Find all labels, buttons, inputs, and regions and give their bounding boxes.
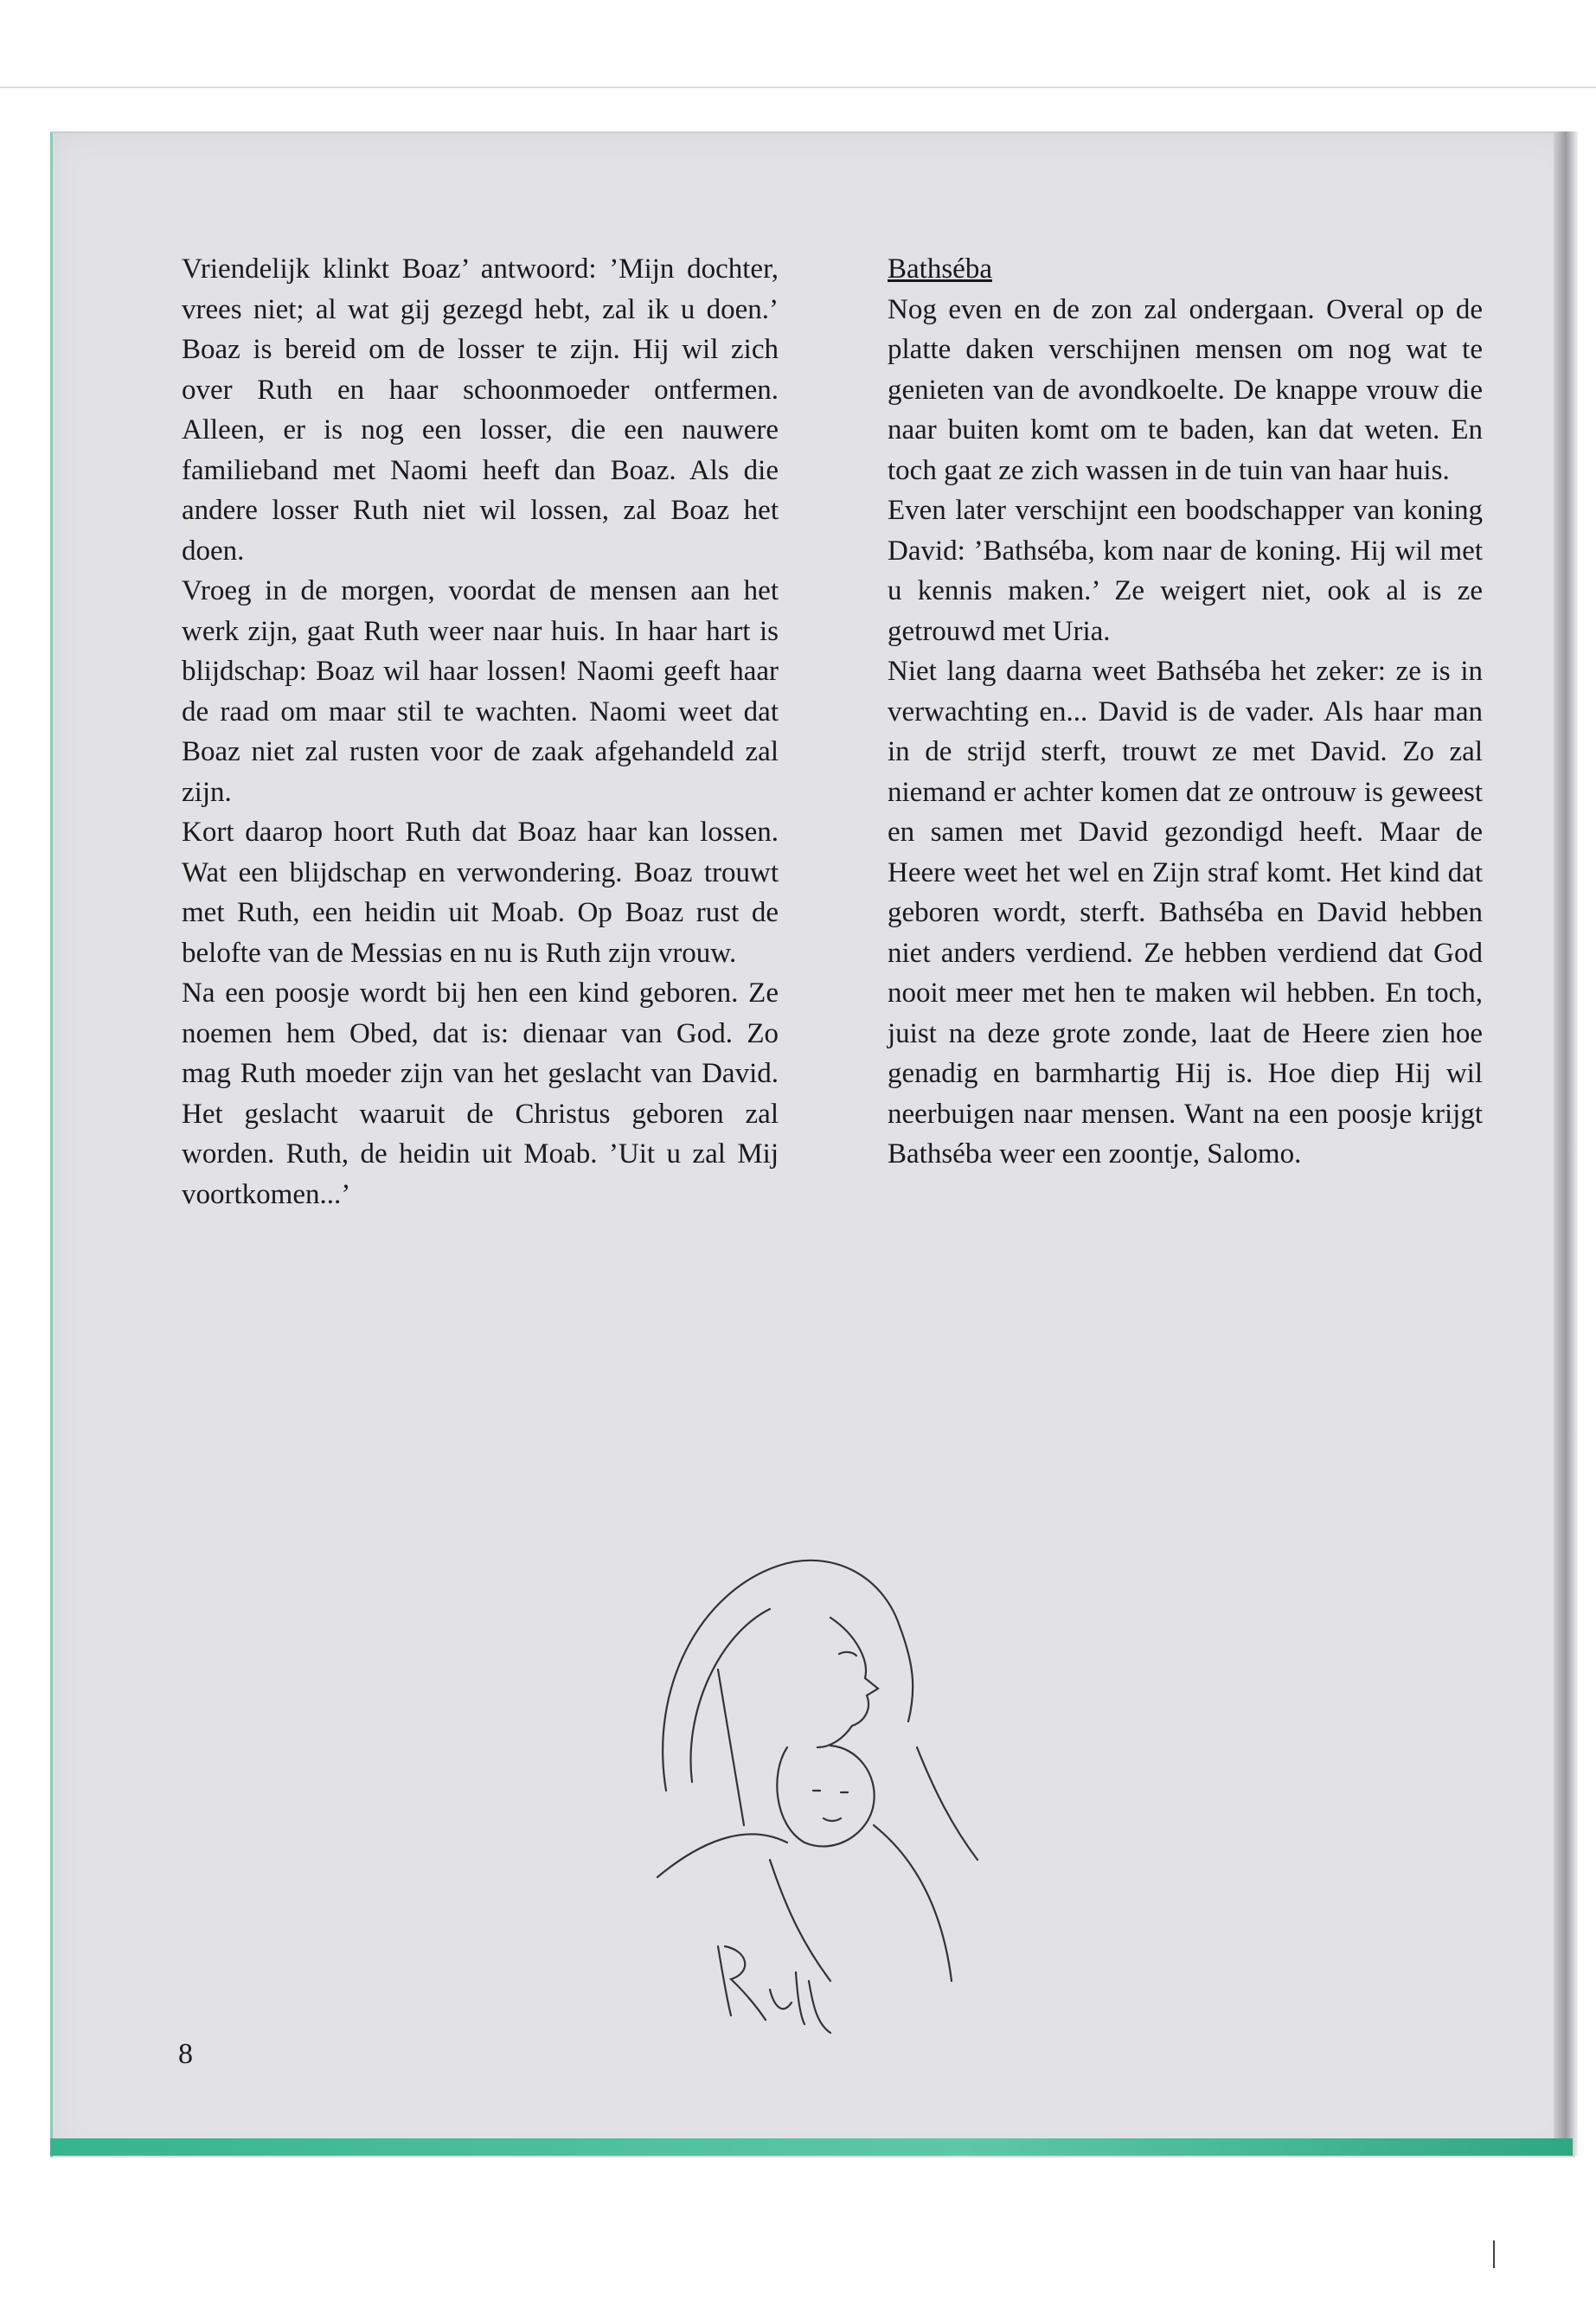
paragraph: Vroeg in de morgen, voordat de mensen aan het werk zijn, gaat Ruth weer naar huis. In haar hart is blijdschap: Boaz wil haar lossen! Naomi geeft haar de raad om maar stil te wachten. Naomi weet dat Boaz niet zal rusten voor de zaak afgehandeld zal zijn. — [182, 575, 779, 808]
cover-edge-strip — [50, 2138, 1573, 2156]
paragraph: Vriendelijk klinkt Boaz’ antwoord: ’Mijn dochter, vrees niet; al wat gij gezegd hebt, zal ik u doen.’ Boaz is bereid om de losser te zijn. Hij wil zich over Ruth en haar schoonmoeder ontfermen. Alleen, er is nog een losser, die een nauwere familieband met Naomi heeft dan Boaz. Als die andere losser Ruth niet wil lossen, zal Boaz het doen. — [182, 253, 779, 567]
sketch-signature — [770, 1972, 830, 2033]
sketch-face-profile — [817, 1618, 878, 1747]
sketch-eye — [839, 1652, 856, 1656]
scan-mark — [1493, 2240, 1495, 2268]
paragraph: Niet lang daarna weet Bathséba het zeker: ze is in verwachting en... David is de vader. Als haar man in de strijd sterft, trouwt ze met David. Zo zal niemand er achter komen dat ze ontrouw is geweest en samen met David gezondigd heeft. Maar de Heere weet het wel en Zijn straf komt. Het kind dat geboren wordt, sterft. Bathséba en David hebben niet anders verdiend. Ze hebben verdiend dat God nooit meer met hen te maken wil hebben. En toch, juist na deze grote zonde, laat de Heere zien hoe genadig en barmhartig Hij is. Hoe diep Hij wil neerbuigen naar mensen. Want na een poosje krijgt Bathséba weer een zoontje, Salomo. — [888, 656, 1483, 1170]
paragraph: Nog even en de zon zal ondergaan. Overal op de platte daken verschijnen mensen om nog wat te genieten van de avondkoelte. De knappe vrouw die naar buiten komt om te baden, kan dat weten. En toch gaat ze zich wassen in de tuin van haar huis. — [888, 293, 1483, 486]
sketch-robe — [874, 1825, 952, 1981]
sketch-child-head — [777, 1746, 874, 1846]
sketch-veil — [663, 1561, 913, 1791]
right-text-column — [888, 249, 1483, 1175]
paragraph: Even later verschijnt een boodschapper van koning David: ’Bathséba, kom naar de koning. Hij wil met u kennis maken.’ Ze weigert niet, ook al is ze getrouwd met Uria. — [888, 495, 1483, 647]
sketch-veil-fold — [718, 1670, 744, 1825]
sketch-signature — [718, 1946, 766, 2020]
page-number: 8 — [178, 2038, 193, 2070]
sketch-child-mouth — [824, 1818, 841, 1821]
left-text-column — [182, 249, 779, 1215]
ruth-sketch-illustration — [571, 1462, 1055, 2050]
paragraph: Kort daarop hoort Ruth dat Boaz haar kan lossen. Wat een blijdschap en verwondering. Boaz trouwt met Ruth, een heidin uit Moab. Op Boaz rust de belofte van de Messias en nu is Ruth zijn vrouw. — [182, 817, 779, 969]
sketch-veil-fold — [690, 1609, 770, 1782]
sketch-robe — [770, 1860, 830, 1981]
page-gutter-shadow — [1554, 131, 1578, 2156]
sketch-robe — [657, 1834, 787, 1877]
sketch-robe — [917, 1747, 977, 1860]
section-heading: Bathséba — [888, 253, 992, 285]
paragraph: Na een poosje wordt bij hen een kind geboren. Ze noemen hem Obed, dat is: dienaar van God. Zo mag Ruth moeder zijn van het geslacht van David. Het geslacht waaruit de Christus geboren zal worden. Ruth, de heidin uit Moab. ’Uit u zal Mij voortkomen...’ — [182, 977, 779, 1210]
scan-edge — [0, 87, 1596, 88]
